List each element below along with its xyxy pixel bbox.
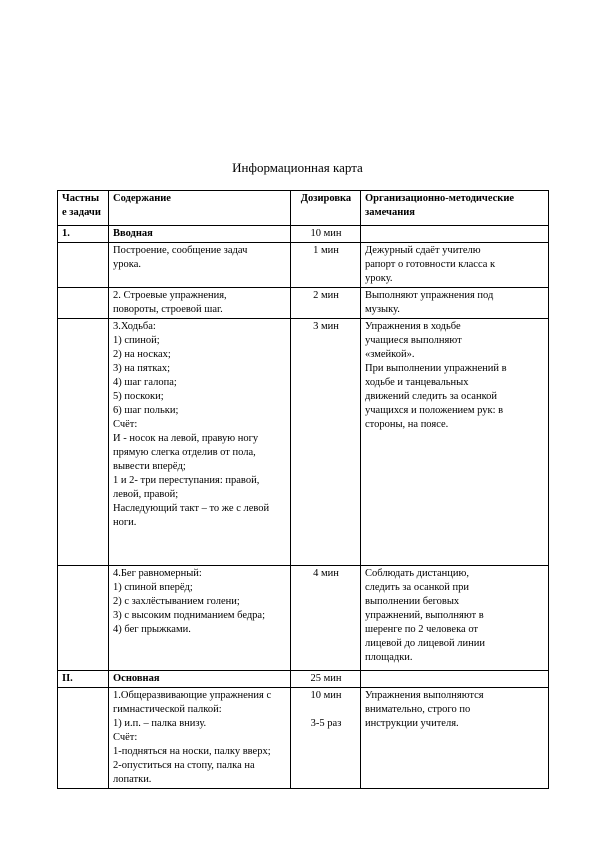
cell-line: Построение, сообщение задач: [113, 245, 248, 256]
cell-line: 4 мин: [313, 568, 339, 579]
cell-notes: [361, 319, 549, 566]
cell-line: уроку.: [365, 273, 393, 284]
cell-line: 3 мин: [313, 321, 339, 332]
cell-notes: [361, 288, 549, 319]
cell-line: 3) на пятках;: [113, 363, 171, 374]
cell-dose: [291, 288, 361, 319]
cell-line: инструкции учителя.: [365, 718, 459, 729]
cell-notes: [361, 566, 549, 671]
cell-line: 4) бег прыжками.: [113, 624, 191, 635]
cell-line: 2) с захлёстыванием голени;: [113, 596, 240, 607]
cell-content: [109, 566, 291, 671]
cell-line: 3-5 раз: [310, 718, 342, 729]
cell-dose: [291, 319, 361, 566]
header-dose: Дозировка: [291, 191, 361, 226]
cell-dose: [291, 688, 361, 789]
cell-line: 1 и 2- три переступания: правой,: [113, 475, 260, 486]
cell-line: 3.Ходьба:: [113, 321, 156, 332]
cell-notes: [361, 671, 549, 688]
cell-line: учащихся и положением рук: в: [365, 405, 504, 416]
cell-notes: [361, 226, 549, 243]
cell-line: Вводная: [113, 228, 153, 239]
cell-dose: [291, 566, 361, 671]
cell-line: И - носок на левой, правую ногу: [113, 433, 259, 444]
cell-line: Выполняют упражнения под: [365, 290, 494, 301]
cell-notes: [361, 243, 549, 288]
cell-line: рапорт о готовности класса к: [365, 259, 496, 270]
cell-line: учащиеся выполняют: [365, 335, 462, 346]
cell-line: 10 мин: [310, 690, 342, 701]
cell-line: площадки.: [365, 652, 413, 663]
cell-content: [109, 288, 291, 319]
cell-line: Соблюдать дистанцию,: [365, 568, 469, 579]
section-row: [58, 671, 549, 688]
cell-line: 25 мин: [310, 673, 342, 684]
cell-line: 1) спиной;: [113, 335, 160, 346]
header-notes: Организационно-методические замечания: [361, 191, 549, 226]
header-content: Содержание: [109, 191, 291, 226]
cell-line: лицевой до лицевой линии: [365, 638, 485, 649]
header-part: Частны е задачи: [58, 191, 109, 226]
cell-line: 1-подняться на носки, палку вверх;: [113, 746, 271, 757]
cell-line: При выполнении упражнений в: [365, 363, 507, 374]
cell-line: движений следить за осанкой: [365, 391, 498, 402]
cell-notes: [361, 688, 549, 789]
table-row: [58, 319, 549, 566]
cell-line: вывести вперёд;: [113, 461, 186, 472]
cell-content: [109, 319, 291, 566]
cell-line: 1) спиной вперёд;: [113, 582, 193, 593]
cell-line: Упражнения в ходьбе: [365, 321, 461, 332]
cell-line: ноги.: [113, 517, 137, 528]
cell-line: выполнении беговых: [365, 596, 460, 607]
cell-line: 2 мин: [313, 290, 339, 301]
cell-line: 6) шаг польки;: [113, 405, 179, 416]
cell-line: упражнений, выполняют в: [365, 610, 484, 621]
cell-line: 4.Бег равномерный:: [113, 568, 202, 579]
cell-line: [295, 703, 357, 717]
cell-line: шеренге по 2 человека от: [365, 624, 479, 635]
cell-dose: [291, 671, 361, 688]
cell-line: 1 мин: [313, 245, 339, 256]
cell-line: 3) с высоким подниманием бедра;: [113, 610, 266, 621]
cell-dose: [291, 243, 361, 288]
page-title: Информационная карта: [232, 160, 363, 175]
cell-line: 1) и.п. – палка внизу.: [113, 718, 207, 729]
cell-content: [109, 226, 291, 243]
cell-line: 2-опуститься на стопу, палка на: [113, 760, 255, 771]
cell-line: Дежурный сдаёт учителю: [365, 245, 481, 256]
section-row: [58, 226, 549, 243]
cell-line: стороны, на поясе.: [365, 419, 449, 430]
cell-line: урока.: [113, 259, 141, 270]
cell-line: ходьбе и танцевальных: [365, 377, 469, 388]
cell-part: [58, 688, 109, 789]
cell-part: [58, 243, 109, 288]
cell-line: левой, правой;: [113, 489, 179, 500]
cell-line: музыку.: [365, 304, 400, 315]
table-row: [58, 243, 549, 288]
cell-dose: [291, 226, 361, 243]
cell-line: 5) поскоки;: [113, 391, 164, 402]
cell-line: 2) на носках;: [113, 349, 171, 360]
table-row: [58, 688, 549, 789]
cell-line: 4) шаг галопа;: [113, 377, 177, 388]
cell-part: [58, 319, 109, 566]
table-header-row: [58, 191, 549, 226]
table-row: [58, 566, 549, 671]
cell-line: повороты, строевой шаг.: [113, 304, 223, 315]
cell-line: Счёт:: [113, 732, 138, 743]
cell-content: [109, 671, 291, 688]
cell-line: 1.Общеразвивающие упражнения с: [113, 690, 272, 701]
cell-line: «змейкой».: [365, 349, 415, 360]
cell-line: прямую слегка отделив от пола,: [113, 447, 256, 458]
cell-line: внимательно, строго по: [365, 704, 471, 715]
cell-line: Упражнения выполняются: [365, 690, 484, 701]
cell-part: [58, 566, 109, 671]
cell-line: Основная: [113, 673, 160, 684]
cell-line: 10 мин: [310, 228, 342, 239]
cell-line: Счёт:: [113, 419, 138, 430]
cell-line: 2. Строевые упражнения,: [113, 290, 227, 301]
cell-line: следить за осанкой при: [365, 582, 469, 593]
table-row: [58, 288, 549, 319]
cell-content: [109, 688, 291, 789]
cell-part: [58, 288, 109, 319]
cell-line: гимнастической палкой:: [113, 704, 222, 715]
cell-part: 1.: [58, 226, 109, 243]
cell-content: [109, 243, 291, 288]
cell-line: Наследующий такт – то же с левой: [113, 503, 270, 514]
info-table: [57, 190, 549, 789]
cell-line: лопатки.: [113, 774, 152, 785]
cell-part: II.: [58, 671, 109, 688]
